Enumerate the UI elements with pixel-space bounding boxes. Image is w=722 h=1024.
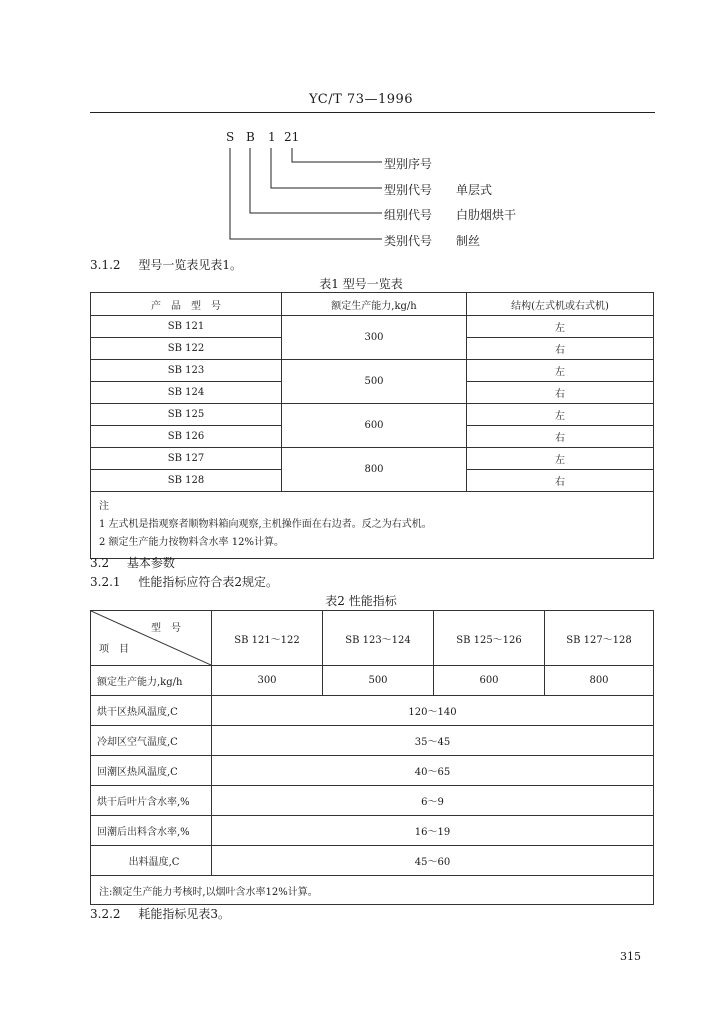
- model-cell: SB 127: [91, 448, 282, 470]
- code-label-serial: 型别序号: [384, 157, 433, 171]
- capacity-cell: 800: [282, 448, 467, 492]
- section-number: 3.2: [90, 556, 110, 570]
- table2-caption: 表2 性能指标: [325, 594, 397, 608]
- code-label-category: 类别代号: [384, 234, 433, 248]
- row-label: 冷却区空气温度,C: [91, 726, 212, 756]
- code-letter-b: B: [246, 130, 255, 144]
- structure-cell: 左: [467, 448, 654, 470]
- diagonal-header-cell: [91, 611, 212, 666]
- structure-cell: 右: [467, 426, 654, 448]
- section-text: 耗能指标见表3。: [138, 907, 231, 921]
- model-list-table: [90, 292, 654, 559]
- code-label-group: 组别代号: [384, 208, 433, 222]
- capacity-value: 500: [323, 666, 434, 696]
- table-header-cell: 结构(左式机或右式机): [467, 293, 654, 316]
- model-column-header: SB 125～126: [434, 611, 545, 666]
- row-label: 回潮区热风温度,C: [91, 756, 212, 786]
- section-number: 3.1.2: [90, 258, 121, 272]
- note-item: 1 左式机是指观察者顺物料箱向观察,主机操作面在右边者。反之为右式机。: [99, 519, 432, 530]
- section-3-2-2: [90, 905, 230, 922]
- table-row: [91, 666, 654, 696]
- row-value: 120～140: [212, 696, 654, 726]
- performance-table: [90, 610, 654, 905]
- table-header-row: [91, 611, 654, 666]
- model-cell: SB 128: [91, 470, 282, 492]
- section-text: 基本参数: [126, 556, 175, 570]
- table-note: 注:额定生产能力考核时,以烟叶含水率12%计算。: [91, 876, 654, 905]
- row-value: 40～65: [212, 756, 654, 786]
- capacity-value: 600: [434, 666, 545, 696]
- model-column-header: SB 127～128: [545, 611, 654, 666]
- table-row: [91, 448, 654, 470]
- section-3-2: [90, 554, 175, 571]
- code-value-category: 制丝: [456, 234, 481, 248]
- table-row: [91, 756, 654, 786]
- row-value: 45～60: [212, 846, 654, 876]
- code-letter-s: S: [226, 130, 235, 144]
- structure-cell: 左: [467, 316, 654, 338]
- table-row: [91, 696, 654, 726]
- section-3-1-2: [90, 256, 242, 273]
- structure-cell: 左: [467, 360, 654, 382]
- code-digit-1: 1: [268, 130, 276, 144]
- capacity-value: 300: [212, 666, 323, 696]
- table-header-cell: 额定生产能力,kg/h: [282, 293, 467, 316]
- row-value: 35～45: [212, 726, 654, 756]
- section-text: 性能指标应符合表2规定。: [138, 575, 279, 589]
- structure-cell: 右: [467, 470, 654, 492]
- code-digit-21: 21: [284, 130, 300, 144]
- model-cell: SB 122: [91, 338, 282, 360]
- section-text: 型号一览表见表1。: [138, 258, 243, 272]
- row-label: 烘干后叶片含水率,%: [91, 786, 212, 816]
- table1-caption: 表1 型号一览表: [319, 277, 403, 291]
- model-cell: SB 121: [91, 316, 282, 338]
- capacity-cell: 300: [282, 316, 467, 360]
- table-header-row: [91, 293, 654, 316]
- table-row: [91, 360, 654, 382]
- row-label: 回潮后出料含水率,%: [91, 816, 212, 846]
- capacity-cell: 600: [282, 404, 467, 448]
- table-header-cell: 产 品 型 号: [91, 293, 282, 316]
- model-cell: SB 125: [91, 404, 282, 426]
- row-value: 16～19: [212, 816, 654, 846]
- table-row: [91, 404, 654, 426]
- corner-label-item: 项 目: [99, 644, 129, 655]
- model-cell: SB 126: [91, 426, 282, 448]
- capacity-value: 800: [545, 666, 654, 696]
- code-label-type: 型别代号: [384, 183, 433, 197]
- code-value-type: 单层式: [456, 183, 493, 197]
- table-row: [91, 846, 654, 876]
- table-note: [91, 492, 654, 559]
- table-row: [91, 316, 654, 338]
- table-note-row: [91, 876, 654, 905]
- structure-cell: 右: [467, 382, 654, 404]
- table-row: [91, 726, 654, 756]
- page-number: 315: [620, 950, 641, 963]
- structure-cell: 右: [467, 338, 654, 360]
- note-label: 注: [99, 501, 109, 512]
- corner-label-model: 型 号: [151, 623, 181, 634]
- row-label: 额定生产能力,kg/h: [91, 666, 212, 696]
- section-3-2-1: [90, 573, 278, 590]
- table-row: [91, 786, 654, 816]
- section-number: 3.2.1: [90, 575, 121, 589]
- row-value: 6～9: [212, 786, 654, 816]
- model-column-header: SB 123～124: [323, 611, 434, 666]
- row-label: 出料温度,C: [91, 846, 212, 876]
- code-value-group: 白肋烟烘干: [456, 208, 517, 222]
- note-item: 2 额定生产能力按物料含水率 12%计算。: [99, 537, 284, 548]
- table-row: [91, 816, 654, 846]
- capacity-cell: 500: [282, 360, 467, 404]
- row-label: 烘干区热风温度,C: [91, 696, 212, 726]
- section-number: 3.2.2: [90, 907, 121, 921]
- model-column-header: SB 121～122: [212, 611, 323, 666]
- document-header-title: YC/T 73—1996: [308, 92, 414, 107]
- model-cell: SB 123: [91, 360, 282, 382]
- model-cell: SB 124: [91, 382, 282, 404]
- table-note-row: [91, 492, 654, 559]
- code-connector-lines: [0, 0, 722, 260]
- structure-cell: 左: [467, 404, 654, 426]
